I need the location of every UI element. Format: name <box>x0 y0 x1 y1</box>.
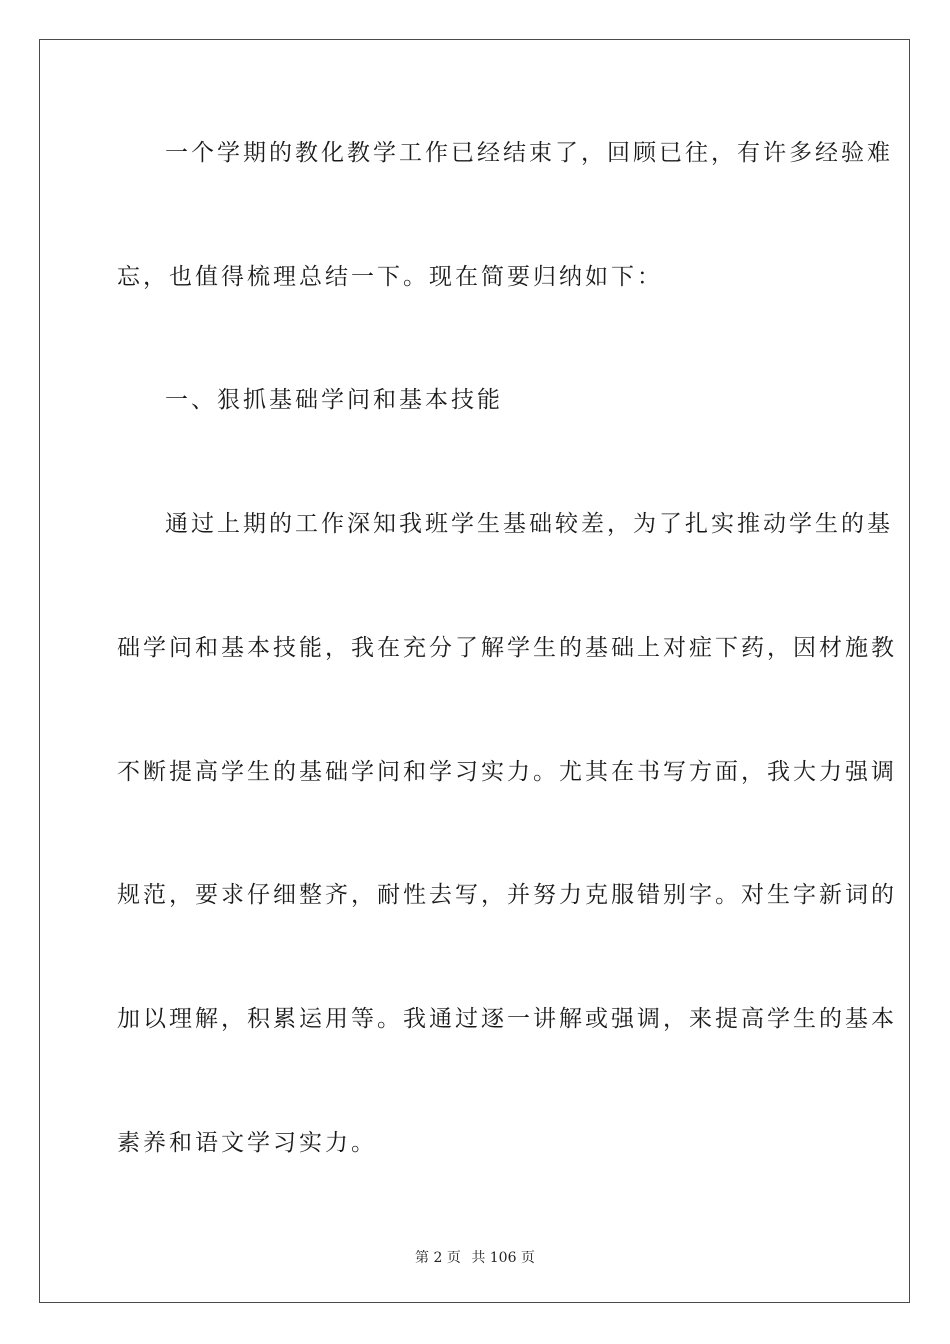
paragraph-2-line-1: 通过上期的工作深知我班学生基础较差，为了扎实推动学生的基 <box>165 511 893 537</box>
paragraph-2-line-5: 加以理解，积累运用等。我通过逐一讲解或强调，来提高学生的基本 <box>117 1006 897 1032</box>
paragraph-2-line-4: 规范，要求仔细整齐，耐性去写，并努力克服错别字。对生字新词的 <box>117 882 897 908</box>
paragraph-2-line-6: 素养和语文学习实力。 <box>117 1130 377 1156</box>
section-heading: 一、狠抓基础学问和基本技能 <box>165 387 503 413</box>
paragraph-1-line-1: 一个学期的教化教学工作已经结束了，回顾已往，有许多经验难 <box>165 140 893 166</box>
total-pages: 共 106 页 <box>471 1250 535 1266</box>
page-number: 第 2 页 <box>415 1250 461 1266</box>
page-border <box>39 39 910 1303</box>
paragraph-2-line-3: 不断提高学生的基础学问和学习实力。尤其在书写方面，我大力强调 <box>117 759 897 785</box>
page-footer <box>0 1248 950 1268</box>
paragraph-1-line-2: 忘，也值得梳理总结一下。现在简要归纳如下： <box>117 264 663 290</box>
paragraph-2-line-2: 础学问和基本技能，我在充分了解学生的基础上对症下药，因材施教 <box>117 635 897 661</box>
